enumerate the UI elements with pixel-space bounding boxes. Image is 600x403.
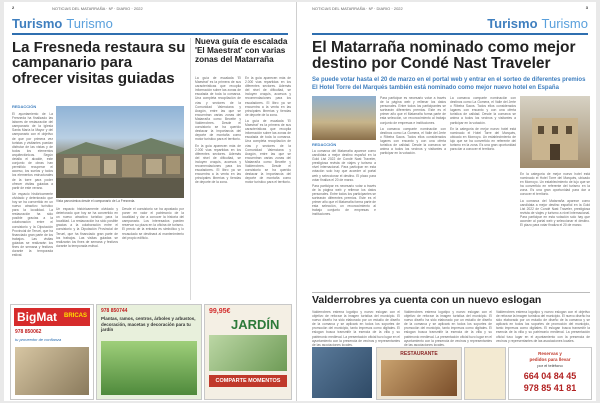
restaurant-ad[interactable]: [376, 347, 462, 400]
article-column-3: La comarca comparte nominación con destinos como La Gomera, el Valle del Jerte o Ribeira Sacra. Todos ellos considerados lugares con encanto y con una oferta turística de calidad. Desde la comarca se anima a todos los vecinos y visitantes a participar en la votación. En la categoría de mejor nuevo hotel está nominado el Hotel Torre del Marqués, ubicado en Monroyo. Un establecimiento de lujo que se ha convertido en referente del turismo en la zona. Es una gran oportunidad para dar a conocer el territorio.: [450, 96, 516, 152]
hotel-photo: [520, 96, 590, 168]
section-label: Turismo Turismo: [487, 16, 588, 31]
takeaway-line3: por el teléfono: [537, 363, 563, 368]
subheadline-1: Se puede votar hasta el 20 de marzo en el portal web y entrar en el sorteo de diferentes premios: [312, 77, 586, 83]
second-headline: Valderrobres ya cuenta con un nuevo eslogan: [312, 294, 542, 306]
second-column-3: Valderrobres estrena logotipo y nuevo eslogan con el objetivo de reforzar la imagen turística del municipio. El nuevo diseño ha sido elaborado por un estudio de diseño de la comarca y se aplicará en todos los soportes de promoción del municipio, tanto impresos como digitales. El eslogan busca transmitir la esencia de la villa y su patrimonio medieval. La presentación oficial tuvo lugar en el ayuntamiento con la presencia de vecinos y representantes de las asociaciones locales.: [496, 310, 590, 343]
left-folio: [12, 5, 288, 13]
sidebar-box: [190, 38, 295, 300]
article-column-3: Desde el consistorio se ha apostado por poner en valor el patrimonio de la localidad y dar a conocer la historia del campanario. Los interesados pueden reservar su plaza en la oficina de turismo. El precio de la entrada es simbólico y lo recaudado se destinará al mantenimiento del propio edificio.: [122, 207, 184, 240]
article-column-2: Un espacio históricamente olvidado y deteriorado que hoy se ha convertido en un nuevo atractivo turístico para la localidad. La restauración ha sido posible gracias a la colaboración entre el consistorio y la Diputación Provincial de Teruel, que ha financiado gran parte de los trabajos. Las visitas guiadas se realizarán los fines de semana y festivos durante la temporada estival.: [56, 207, 118, 248]
garden-center-ad[interactable]: [96, 304, 202, 400]
byline: REDACCIÓN: [312, 142, 337, 147]
sidebar-title: Nueva guía de escalada 'El Maestrat' con varias zonas del Matarraña: [195, 37, 288, 64]
village-photo: [312, 96, 376, 140]
bottom-ad-1[interactable]: [312, 347, 372, 398]
takeaway-phone-2: 978 85 41 81: [523, 383, 577, 393]
article-headline: La Fresneda restaura su campanario para ofrecer visitas guiadas: [12, 39, 186, 87]
second-column-2: Valderrobres estrena logotipo y nuevo eslogan con el objetivo de reforzar la imagen turística del municipio. El nuevo diseño ha sido elaborado por un estudio de diseño de la comarca y se aplicará en todos los soportes de promoción del municipio, tanto impresos como digitales. El eslogan busca transmitir la esencia de la villa y su patrimonio medieval. La presentación oficial tuvo lugar en el ayuntamiento con la presencia de vecinos y representantes de las asociaciones locales.: [404, 310, 492, 347]
restaurant-title: RESTAURANTE: [400, 351, 438, 357]
newspaper-spread: [4, 2, 596, 401]
byline: REDACCIÓN: [12, 104, 37, 109]
bigmat-photo: [15, 347, 89, 395]
section-label: Turismo Turismo: [12, 16, 113, 31]
running-head: NOTICIAS DEL MATARRAÑA · Nº · DIARIO · 2022: [312, 6, 403, 11]
article-headline: El Matarraña nominado como mejor destino por Condé Nast Traveler: [312, 39, 576, 72]
bigmat-ad[interactable]: [10, 304, 94, 400]
article-column-1: El ayuntamiento de La Fresneda ha finalizado las labores de restauración del campanario de la iglesia Santa María la Mayor y del campanario con el objetivo de que por primera vez turistas y visitantes puedan disfrutar de las vistas y de todos los elementos arquitectónicos. Según detalla el alcalde, este conjunto de obras han permitido recuperar el acceso, los suelos y todos los elementos estructurales de la torre para poder ofrecer visitas guiadas a partir de este verano. Un espacio históricamente olvidado y deteriorado que hoy se ha convertido en un nuevo atractivo turístico para la localidad. La restauración ha sido posible gracias a la colaboración entre el consistorio y la Diputación Provincial de Teruel, que ha financiado gran parte de los trabajos. Las visitas guiadas se realizarán los fines de semana y festivos durante la temporada estival.: [12, 112, 53, 258]
article-column-4: En la categoría de mejor nuevo hotel está nominado el Hotel Torre del Marqués, ubicado en Monroyo. Un establecimiento de lujo que se ha convertido en referente del turismo en la zona. Es una gran oportunidad para dar a conocer el territorio. La comarca del Matarraña aparece como candidata a mejor destino español en la Gold List 2022 de Condé Nast Traveler, prestigiosa revista de viajes y turismo a nivel internacional. Para participar en esta votación solo hay que acceder al portal web y seleccionar el destino. El plazo para votar finaliza el 20 de marzo.: [520, 172, 590, 228]
jardin-label: JARDÍN: [231, 317, 280, 332]
garden-text: Plantas, ramos, centros, árboles y arbustos, decoración, macetas y decoración para tu jardín: [101, 316, 196, 332]
bigmat-sub: BRICAS: [63, 313, 87, 319]
jardin-slogan: COMPARTE MOMENTOS: [209, 375, 287, 387]
section-rule: [312, 33, 588, 35]
bottom-ad-3[interactable]: [464, 347, 506, 400]
photo-caption: Vista panorámica desde el campanario de La Fresneda.: [56, 199, 136, 203]
takeaway-ad[interactable]: [508, 347, 592, 400]
subheadline-2: El Hotel Torre del Marqués también está nominado como mejor nuevo hotel en España: [312, 85, 559, 91]
section-rule: [12, 33, 288, 35]
article-column-2: Para participar es necesario votar a través de la página web y rellenar los datos personales. Entre todos los participantes se sortearán diferentes premios. Este es el primer año que el Matarraña forma parte de esta selección, un reconocimiento al trabajo conjunto de empresas e instituciones. La comarca comparte nominación con destinos como La Gomera, el Valle del Jerte o Ribeira Sacra. Todos ellos considerados lugares con encanto y con una oferta turística de calidad. Desde la comarca se anima a todos los vecinos y visitantes a participar en la votación.: [380, 96, 446, 156]
second-column-1: Valderrobres estrena logotipo y nuevo eslogan con el objetivo de reforzar la imagen turística del municipio. El nuevo diseño ha sido elaborado por un estudio de diseño de la comarca y se aplicará en todos los soportes de promoción del municipio, tanto impresos como digitales. El eslogan busca transmitir la esencia de la villa y su patrimonio medieval. La presentación oficial tuvo lugar en el ayuntamiento con la presencia de vecinos y representantes de las asociaciones locales.: [312, 310, 400, 347]
page-number: 3: [585, 5, 588, 10]
running-head: NOTICIAS DEL MATARRAÑA · Nº · DIARIO · 2022: [52, 6, 143, 11]
right-page: [304, 2, 596, 401]
jardin-photo: [209, 335, 287, 371]
takeaway-phone-1: 664 04 84 45: [523, 371, 577, 381]
bigmat-phone: 978 850062: [15, 329, 42, 335]
garden-photo: [101, 341, 197, 395]
left-page: [4, 2, 297, 401]
article-column-1: La comarca del Matarraña aparece como candidata a mejor destino español en la Gold List 2022 de Condé Nast Traveler, prestigiosa revista de viajes y turismo a nivel internacional. Para participar en esta votación solo hay que acceder al portal web y seleccionar el destino. El plazo para votar finaliza el 20 de marzo. Para participar es necesario votar a través de la página web y rellenar los datos personales. Entre todos los participantes se sortearán diferentes premios. Este es el primer año que el Matarraña forma parte de esta selección, un reconocimiento al trabajo conjunto de empresas e instituciones.: [312, 149, 376, 217]
takeaway-line1: Reservas y: [538, 351, 562, 356]
takeaway-line2: pedidos para llevar: [529, 357, 571, 362]
sidebar-column-2: En la guía aparecen más de 2.000 vías repartidas en los diferentes sectores. Además del nivel de dificultad, se incluyen croquis, accesos y recomendaciones para los escaladores. El libro ya se encuentra a la venta en las principales librerías y tiendas de deporte de la zona. La guía de escalada 'El Maestrat' es la primera de sus características que recopila información sobre las zonas de escalada de toda la comarca. Una completa recopilación de vías y sectores de la Comunidad Valenciana y Aragón, entre las que se encuentran varias zonas del Matarraña como Beceite y Valderrobres. Desde el consistorio se ha querido destacar la importancia del deporte de montaña como motor turístico para el territorio.: [245, 76, 291, 185]
right-folio: [312, 5, 588, 13]
sidebar-column-1: La guía de escalada 'El Maestrat' es la primera de sus características que recopila información sobre las zonas de escalada de toda la comarca. Una completa recopilación de vías y sectores de la Comunidad Valenciana y Aragón, entre las que se encuentran varias zonas del Matarraña como Beceite y Valderrobres. Desde el consistorio se ha querido destacar la importancia del deporte de montaña como motor turístico para el territorio. En la guía aparecen más de 2.000 vías repartidas en los diferentes sectores. Además del nivel de dificultad, se incluyen croquis, accesos y recomendaciones para los escaladores. El libro ya se encuentra a la venta en las principales librerías y tiendas de deporte de la zona.: [195, 76, 241, 185]
garden-phone: 978 850744: [101, 308, 128, 314]
bigmat-brand: BigMat: [17, 310, 57, 324]
bigmat-tagline: tu proveedor de confianza: [15, 337, 62, 342]
page-number: 2: [12, 5, 15, 10]
restaurant-photo: [381, 360, 457, 396]
divider: [312, 292, 590, 293]
campanario-photo: [56, 106, 184, 198]
jardin-price: 99,95€: [209, 308, 231, 315]
bigmat-logo-band: [14, 308, 90, 326]
jardin-ad[interactable]: [204, 304, 292, 400]
